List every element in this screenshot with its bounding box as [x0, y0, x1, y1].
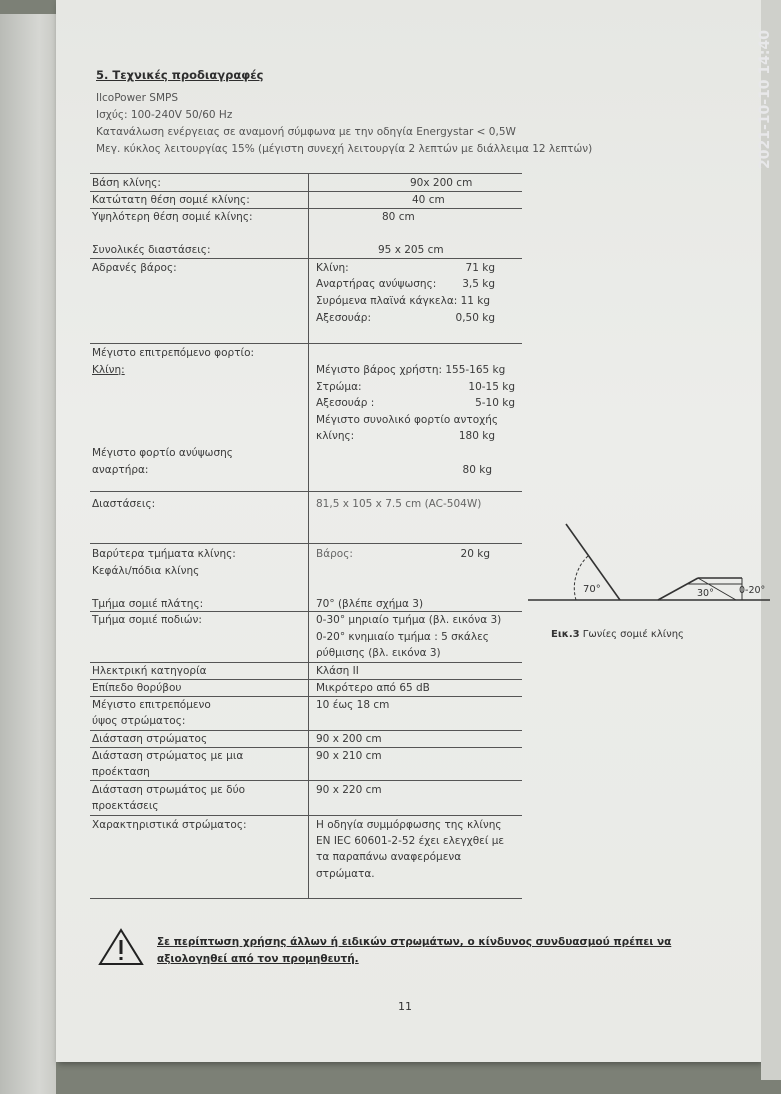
angle-calf-label: 0-20° [739, 585, 766, 596]
label-heavier-parts: Βαρύτερα τμήματα κλίνης: [92, 548, 236, 560]
label-mattress-two-ext: Διάσταση στρωμάτος με δύο [92, 784, 246, 796]
table-rule [90, 898, 522, 899]
value-dimensions: 81,5 x 105 x 7.5 cm (AC-504W) [316, 498, 482, 510]
label-back-section: Τμήμα σομιέ πλάτης: [92, 598, 204, 610]
section-title: 5. Τεχνικές προδιαγραφές [96, 68, 264, 82]
facing-page [0, 14, 56, 1094]
max-load-item: Στρώμα: [316, 381, 362, 393]
net-weight-item: Συρόμενα πλαϊνά κάγκελα: 11 kg [316, 295, 491, 307]
label-mattress-one-ext-2: προέκταση [92, 766, 150, 778]
label-highest: Υψηλότερη θέση σομιέ κλίνης: [92, 211, 253, 223]
value-legs-line: 0-30° μηριαίο τμήμα (βλ. εικόνα 3) [316, 614, 502, 626]
edge-stamp: 2021-10-10 14:40 [757, 30, 773, 169]
value-mattress-features-line: στρώματα. [316, 868, 375, 880]
label-lift-load-2: αναρτήρα: [92, 464, 149, 476]
net-weight-amount: 71 kg [465, 262, 495, 274]
figure-number: Εικ.3 [551, 629, 580, 640]
label-mattress-size: Διάσταση στρώματος [92, 733, 208, 745]
intro-line: Κατανάλωση ενέργειας σε αναμονή σύμφωνα με την οδηγία Energystar < 0,5W [96, 126, 516, 138]
table-rule [90, 173, 522, 174]
value-legs-line: 0-20° κνημιαίο τμήμα : 5 σκάλες [316, 631, 489, 643]
max-load-item: Μέγιστο βάρος χρήστη: 155-165 kg [316, 364, 506, 376]
value-lift-load: 80 kg [462, 464, 492, 476]
warning-text: Σε περίπτωση χρήσης άλλων ή ειδικών στρωμάτων, ο κίνδυνος συνδυασμού πρέπει να αξιολογηθεί από τον προμηθευτή. [157, 936, 672, 965]
intro-line: Μεγ. κύκλος λειτουργίας 15% (μέγιστη συνεχή λειτουργία 2 λεπτών με διάλλειμα 12 λεπτών) [96, 143, 593, 155]
label-mattress-features: Χαρακτηριστικά στρώματος: [92, 819, 247, 831]
label-overall: Συνολικές διαστάσεις: [92, 244, 211, 256]
label-heavier-parts-2: Κεφάλι/πόδια κλίνης [92, 565, 200, 577]
value-lowest: 40 cm [412, 194, 445, 206]
value-mattress-features-line: τα παραπάνω αναφερόμενα [316, 851, 462, 863]
table-column-divider [308, 173, 309, 898]
label-legs-section: Τμήμα σομιέ ποδιών: [92, 614, 202, 626]
label-net-weight: Αδρανές βάρος: [92, 262, 177, 274]
table-rule [90, 815, 522, 816]
label-mattress-height-2: ύψος στρώματος: [92, 715, 186, 727]
label-dimensions: Διαστάσεις: [92, 498, 156, 510]
warning-icon [98, 928, 144, 966]
value-mattress-features-line: Η οδηγία συμμόρφωσης της κλίνης [316, 819, 502, 831]
net-weight-item: Κλίνη: [316, 262, 349, 274]
label-max-load-bed: Κλίνη: [92, 364, 125, 376]
max-load-amount: 180 kg [458, 430, 495, 442]
angle-thigh-label: 30° [697, 588, 714, 599]
bed-angles-figure [528, 518, 780, 618]
thigh-section-line [658, 578, 698, 600]
table-rule [90, 543, 522, 544]
heavier-weight-name: Βάρος: [316, 548, 353, 560]
max-load-amount: 10-15 kg [468, 381, 515, 393]
max-load-item: Μέγιστο συνολικό φορτίο αντοχής [316, 414, 499, 426]
table-rule [90, 780, 522, 781]
value-electrical: Κλάση II [316, 665, 359, 677]
value-base: 90x 200 cm [410, 177, 473, 189]
value-back-section: 70° (βλέπε σχήμα 3) [316, 598, 424, 610]
value-mattress-height: 10 έως 18 cm [316, 699, 390, 711]
net-weight-item: Αξεσουάρ: [316, 312, 371, 324]
net-weight-amount: 0,50 kg [455, 312, 495, 324]
label-noise: Επίπεδο θορύβου [92, 682, 182, 694]
value-mattress-two-ext: 90 x 220 cm [316, 784, 382, 796]
value-legs-line: ρύθμισης (βλ. εικόνα 3) [316, 647, 441, 659]
figure-caption [551, 629, 684, 640]
net-weight-item: Αναρτήρας ανύψωσης: [316, 278, 437, 290]
value-noise: Μικρότερο από 65 dB [316, 682, 430, 694]
value-overall: 95 x 205 cm [378, 244, 444, 256]
label-mattress-two-ext-2: προεκτάσεις [92, 800, 159, 812]
intro-line: Ισχύς: 100-240V 50/60 Hz [96, 109, 233, 121]
table-rule [90, 491, 522, 492]
value-mattress-one-ext: 90 x 210 cm [316, 750, 382, 762]
intro-line: IlcoPower SMPS [96, 92, 179, 104]
max-load-amount: 5-10 kg [475, 397, 515, 409]
label-base: Βάση κλίνης: [92, 177, 161, 189]
heavier-weight-amount: 20 kg [460, 548, 490, 560]
label-max-load: Μέγιστο επιτρεπόμενο φορτίο: [92, 347, 255, 359]
label-electrical: Ηλεκτρική κατηγορία [92, 665, 207, 677]
label-lift-load: Μέγιστο φορτίο ανύψωσης [92, 447, 233, 459]
label-mattress-one-ext: Διάσταση στρώματος με μια [92, 750, 244, 762]
value-highest: 80 cm [382, 211, 415, 223]
figure-caption-text: Γωνίες σομιέ κλίνης [582, 629, 684, 640]
table-rule [90, 343, 522, 344]
value-mattress-features-line: EN IEC 60601-2-52 έχει ελεγχθεί με [316, 835, 505, 847]
label-mattress-height: Μέγιστο επιτρεπόμενο [92, 699, 211, 711]
angle-back-label: 70° [583, 584, 601, 595]
net-weight-amount: 3,5 kg [462, 278, 495, 290]
label-lowest: Κατώτατη θέση σομιέ κλίνης: [92, 194, 250, 206]
max-load-item: Αξεσουάρ : [316, 397, 375, 409]
page-number: 11 [398, 1000, 412, 1013]
max-load-item: κλίνης: [316, 430, 355, 442]
value-mattress-size: 90 x 200 cm [316, 733, 382, 745]
